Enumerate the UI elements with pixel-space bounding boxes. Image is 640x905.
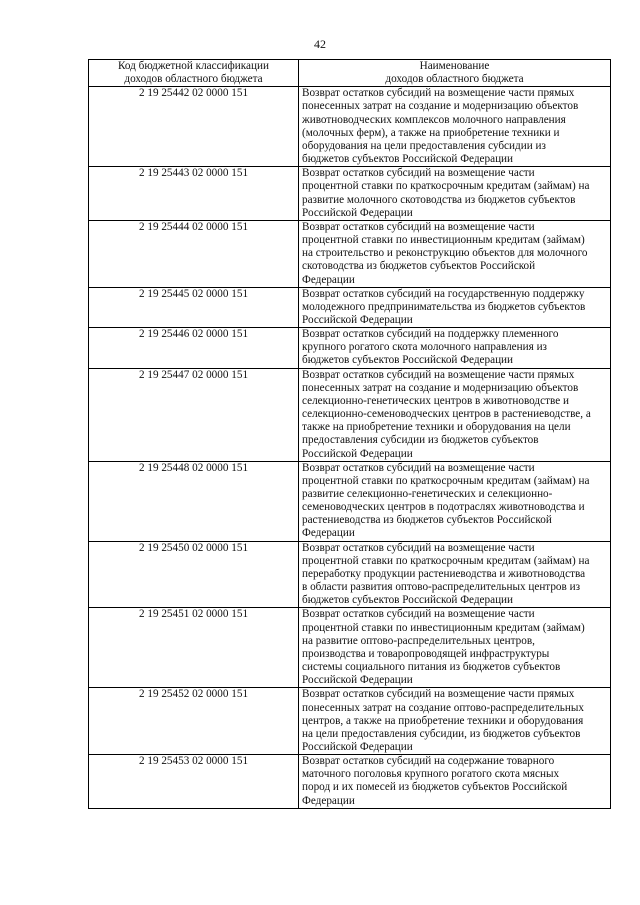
revenue-name-line: крупного рогатого скота молочного направления из [302,341,547,354]
revenue-name-line: Возврат остатков субсидий на возмещение части прямых [302,87,575,100]
revenue-name-line: Возврат остатков субсидий на возмещение части [302,608,535,621]
table-row [89,688,611,755]
revenue-name-cell [299,220,611,287]
header-name-line: Наименование [419,60,490,72]
revenue-name-line: процентной ставки по инвестиционным кредитам (займам) [302,234,585,247]
revenue-name-line: Российской Федерации [302,740,413,753]
revenue-name-cell [299,608,611,688]
revenue-name-line: процентной ставки по краткосрочным кредитам (займам) на [302,554,590,567]
revenue-name-line: на цели предоставления субсидии, из бюджетов субъектов [302,727,581,740]
revenue-name-line: понесенных затрат на создание и модернизацию объектов [302,100,579,113]
revenue-name-line: Российской Федерации [302,447,413,460]
revenue-name-line: также на приобретение техники и оборудования на цели [302,421,571,434]
revenue-name-line: (молочных ферм), а также на приобретение техники и [302,126,560,139]
budget-code-cell: 2 19 25442 02 0000 151 [89,87,299,167]
revenue-name-line: Возврат остатков субсидий на поддержку племенного [302,328,559,341]
budget-code-cell: 2 19 25450 02 0000 151 [89,541,299,608]
revenue-name-line: Возврат остатков субсидий на возмещение части [302,461,535,474]
revenue-name-line: процентной ставки по краткосрочным кредитам (займам) на [302,180,590,193]
header-code-line: доходов областного бюджета [124,73,263,86]
revenue-name-line: бюджетов субъектов Российской Федерации [302,594,514,607]
header-name-line: доходов областного бюджета [385,73,524,86]
revenue-name-line: растениеводства из бюджетов субъектов Российской [302,514,552,527]
revenue-name-line: Возврат остатков субсидий на содержание товарного [302,755,555,768]
revenue-name-cell [299,755,611,809]
revenue-name-line: Возврат остатков субсидий на возмещение части прямых [302,688,575,701]
table-row [89,220,611,287]
budget-code-cell: 2 19 25445 02 0000 151 [89,287,299,327]
revenue-name-cell [299,287,611,327]
budget-code-cell: 2 19 25443 02 0000 151 [89,167,299,221]
revenue-name-cell [299,541,611,608]
revenue-name-line: бюджетов субъектов Российской Федерации [302,354,514,367]
revenue-name-line: Российской Федерации [302,206,413,219]
revenue-name-line: центров, а также на приобретение техники и оборудования [302,714,584,727]
revenue-name-line: пород и их помесей из бюджетов субъектов Российской [302,781,568,794]
budget-code-cell: 2 19 25448 02 0000 151 [89,461,299,541]
revenue-name-line: Возврат остатков субсидий на возмещение части прямых [302,368,575,381]
revenue-name-line: предоставления субсидии из бюджетов субъектов [302,434,539,447]
table-row [89,368,611,461]
revenue-name-cell [299,87,611,167]
revenue-name-line: селекционно-генетических центров в животноводстве и [302,394,569,407]
revenue-name-line: процентной ставки по краткосрочным кредитам (займам) на [302,474,590,487]
revenue-name-cell [299,167,611,221]
revenue-name-line: процентной ставки по инвестиционным кредитам (займам) [302,621,585,634]
revenue-name-line: Возврат остатков субсидий на государственную поддержку [302,287,585,300]
table-row [89,755,611,809]
budget-code-cell: 2 19 25447 02 0000 151 [89,368,299,461]
budget-code-cell: 2 19 25451 02 0000 151 [89,608,299,688]
revenue-name-cell [299,688,611,755]
revenue-name-line: бюджетов субъектов Российской Федерации [302,153,514,166]
table-row [89,328,611,368]
revenue-name-line: понесенных затрат на создание оптово-распределительных [302,701,584,714]
revenue-name-line: оборудования на цели предоставления субсидии из [302,139,546,152]
revenue-name-line: семеноводческих центров в подотраслях животноводства и [302,501,585,514]
revenue-name-line: Возврат остатков субсидий на возмещение части [302,167,535,180]
revenue-name-line: скотоводства из бюджетов субъектов Российской [302,260,536,273]
table-row [89,167,611,221]
table-row [89,461,611,541]
revenue-name-line: развитие селекционно-генетических и селекционно- [302,488,553,500]
revenue-name-cell [299,461,611,541]
table-header-row [89,60,611,87]
header-name [299,60,611,87]
revenue-name-line: Федерации [302,794,355,807]
revenue-name-line: на строительство и реконструкцию объектов для молочного [302,247,588,260]
revenue-name-line: Российской Федерации [302,313,413,326]
table-row [89,541,611,608]
table-row [89,287,611,327]
budget-classification-table [88,59,611,809]
revenue-name-line: селекционно-семеноводческих центров в растениеводстве, а [302,408,591,421]
table-row [89,608,611,688]
revenue-name-cell [299,328,611,368]
revenue-name-line: животноводческих комплексов молочного направления [302,113,566,126]
revenue-name-line: в области развития оптово-распределительных центров из [302,581,581,594]
revenue-name-line: Возврат остатков субсидий на возмещение части [302,541,535,554]
revenue-name-line: переработку продукции растениеводства и животноводства [302,567,586,580]
budget-code-cell: 2 19 25446 02 0000 151 [89,328,299,368]
table-row [89,87,611,167]
budget-code-cell: 2 19 25452 02 0000 151 [89,688,299,755]
header-code-line: Код бюджетной классификации [118,60,269,72]
revenue-name-line: маточного поголовья крупного рогатого скота мясных [302,768,560,781]
revenue-name-line: молодежного предпринимательства из бюджетов субъектов [302,300,586,313]
revenue-name-line: развитие молочного скотоводства из бюджетов субъектов [302,193,576,206]
revenue-name-line: Федерации [302,527,355,540]
revenue-name-line: Федерации [302,273,355,286]
revenue-name-line: Возврат остатков субсидий на возмещение части [302,220,535,233]
revenue-name-line: системы социального питания из бюджетов субъектов [302,661,561,674]
revenue-name-line: Российской Федерации [302,674,413,687]
page-number: 42 [314,37,326,51]
revenue-name-line: понесенных затрат на создание и модернизацию объектов [302,381,579,394]
revenue-name-line: производства и товаропроводящей инфраструктуры [302,647,550,660]
revenue-name-line: на развитие оптово-распределительных центров, [302,634,535,647]
budget-code-cell: 2 19 25444 02 0000 151 [89,220,299,287]
revenue-name-cell [299,368,611,461]
budget-code-cell: 2 19 25453 02 0000 151 [89,755,299,809]
header-code [89,60,299,87]
